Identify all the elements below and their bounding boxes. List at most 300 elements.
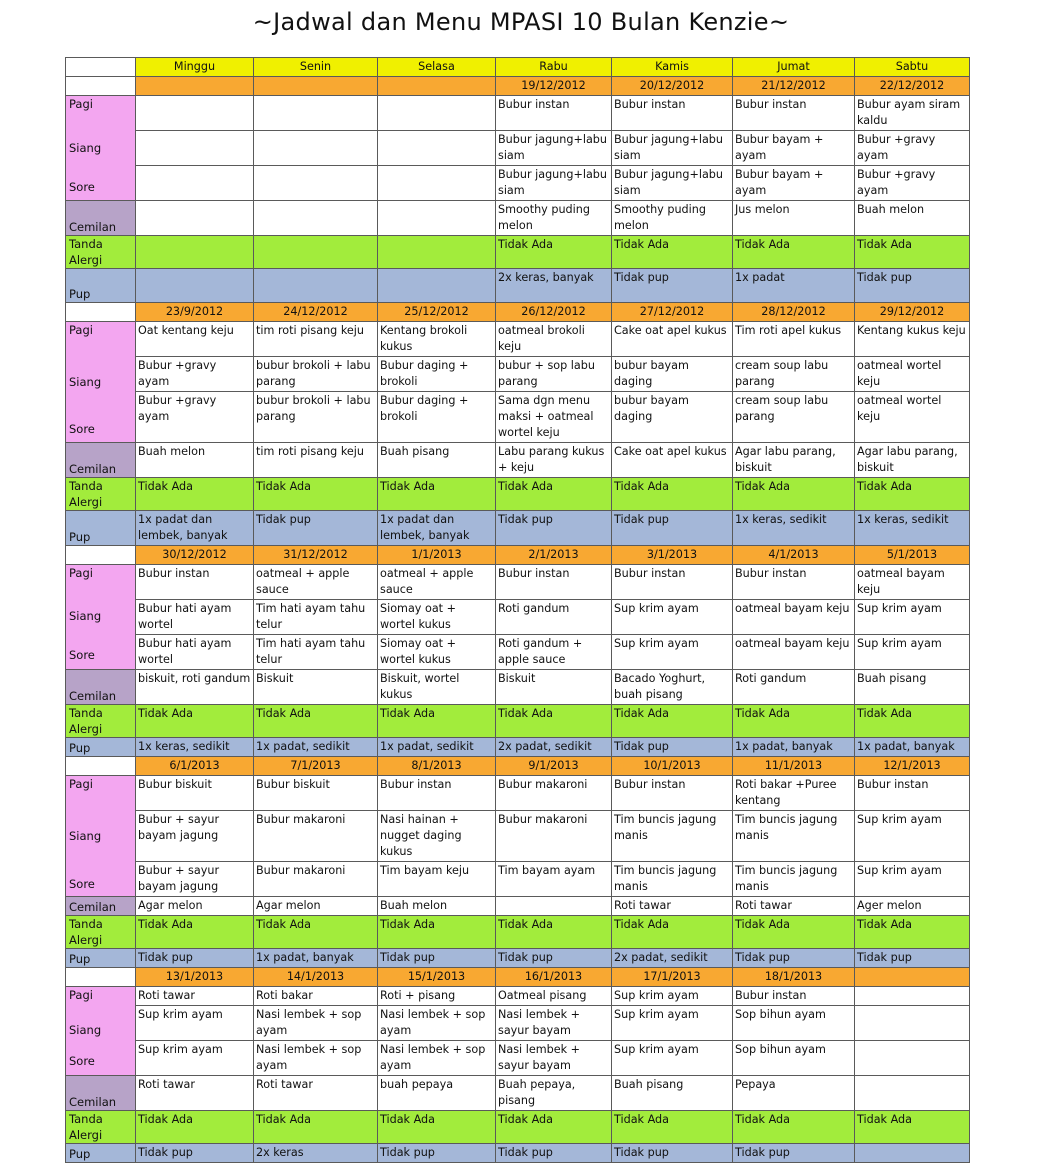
menu-cell: Buah melon	[136, 443, 254, 478]
menu-cell: Bubur jagung+labu siam	[496, 131, 612, 166]
date-cell: 14/1/2013	[254, 968, 378, 987]
label-cemilan: Cemilan	[66, 443, 136, 478]
allergy-cell: Tidak Ada	[254, 1111, 378, 1144]
label-tanda: Tanda	[69, 237, 103, 251]
menu-cell: Bubur + sayur bayam jagung	[136, 862, 254, 897]
menu-cell: Roti tawar	[254, 1076, 378, 1111]
allergy-cell: Tidak Ada	[612, 236, 733, 269]
allergy-row	[66, 478, 970, 511]
label-tanda: Tanda	[69, 706, 103, 720]
allergy-cell: Tidak Ada	[254, 705, 378, 738]
meal-labels	[66, 565, 136, 670]
pup-cell: Tidak pup	[254, 511, 378, 546]
pup-cell: Tidak pup	[378, 1144, 496, 1163]
menu-cell: Bubur hati ayam wortel	[136, 600, 254, 635]
menu-cell: Buah pisang	[378, 443, 496, 478]
menu-cell: Bubur hati ayam wortel	[136, 635, 254, 670]
menu-cell: oatmeal brokoli keju	[496, 322, 612, 357]
day-header-row	[66, 58, 970, 77]
allergy-cell: Tidak Ada	[733, 916, 855, 949]
label-tanda: Tanda	[69, 1112, 103, 1126]
date-cell: 21/12/2012	[733, 77, 855, 96]
date-cell: 27/12/2012	[612, 303, 733, 322]
allergy-row	[66, 916, 970, 949]
date-cell: 8/1/2013	[378, 757, 496, 776]
date-row-label	[66, 968, 136, 987]
date-row-label	[66, 303, 136, 322]
pup-cell: 1x keras, sedikit	[733, 511, 855, 546]
date-cell: 25/12/2012	[378, 303, 496, 322]
menu-cell: oatmeal bayam keju	[733, 600, 855, 635]
meal-row-siang	[66, 357, 970, 392]
menu-cell: Roti tawar	[136, 1076, 254, 1111]
menu-cell: bubur bayam daging	[612, 392, 733, 443]
pup-cell: Tidak pup	[855, 949, 970, 968]
pup-cell: Tidak pup	[496, 949, 612, 968]
allergy-cell: Tidak Ada	[496, 916, 612, 949]
allergy-cell: Tidak Ada	[254, 478, 378, 511]
menu-cell: Tim hati ayam tahu telur	[254, 635, 378, 670]
date-cell: 19/12/2012	[496, 77, 612, 96]
corner-cell	[66, 58, 136, 77]
menu-cell: Bubur daging + brokoli	[378, 357, 496, 392]
pup-row	[66, 738, 970, 757]
menu-cell: cream soup labu parang	[733, 357, 855, 392]
allergy-cell: Tidak Ada	[496, 236, 612, 269]
menu-cell: Bubur instan	[496, 565, 612, 600]
menu-cell: Biskuit, wortel kukus	[378, 670, 496, 705]
date-cell: 10/1/2013	[612, 757, 733, 776]
pup-row	[66, 269, 970, 303]
label-alergi: Alergi	[69, 253, 103, 267]
pup-cell: 1x keras, sedikit	[136, 738, 254, 757]
label-pagi: Pagi	[69, 97, 93, 111]
date-cell: 31/12/2012	[254, 546, 378, 565]
date-cell: 23/9/2012	[136, 303, 254, 322]
allergy-row	[66, 236, 970, 269]
menu-cell: Sup krim ayam	[612, 600, 733, 635]
day-header: Jumat	[733, 58, 855, 77]
menu-cell	[378, 131, 496, 166]
menu-cell: Sup krim ayam	[612, 987, 733, 1006]
meal-row-cemilan	[66, 201, 970, 236]
day-header: Rabu	[496, 58, 612, 77]
date-row	[66, 303, 970, 322]
date-row	[66, 546, 970, 565]
menu-cell: Roti gandum + apple sauce	[496, 635, 612, 670]
meal-row-siang	[66, 131, 970, 166]
meal-row-pagi	[66, 96, 970, 131]
label-alergi: Alergi	[69, 933, 103, 947]
menu-cell: Biskuit	[496, 670, 612, 705]
pup-cell: Tidak pup	[733, 949, 855, 968]
date-cell: 12/1/2013	[855, 757, 970, 776]
pup-cell: Tidak pup	[612, 1144, 733, 1163]
allergy-cell: Tidak Ada	[254, 916, 378, 949]
allergy-cell: Tidak Ada	[136, 478, 254, 511]
label-alergi: Alergi	[69, 495, 103, 509]
menu-cell: Sup krim ayam	[855, 811, 970, 862]
date-row-label	[66, 757, 136, 776]
meal-row-siang	[66, 811, 970, 862]
menu-cell	[855, 987, 970, 1006]
menu-cell	[378, 166, 496, 201]
pup-cell: Tidak pup	[136, 1144, 254, 1163]
menu-cell: Bubur instan	[733, 565, 855, 600]
label-tanda-alergi	[66, 1111, 136, 1144]
allergy-cell: Tidak Ada	[496, 1111, 612, 1144]
allergy-cell	[254, 236, 378, 269]
menu-cell	[136, 166, 254, 201]
label-alergi: Alergi	[69, 1128, 103, 1142]
menu-cell: biskuit, roti gandum	[136, 670, 254, 705]
allergy-cell: Tidak Ada	[855, 236, 970, 269]
allergy-cell	[378, 236, 496, 269]
menu-cell: Bacado Yoghurt, buah pisang	[612, 670, 733, 705]
menu-cell: Bubur + sayur bayam jagung	[136, 811, 254, 862]
menu-cell: oatmeal bayam keju	[855, 565, 970, 600]
date-cell: 26/12/2012	[496, 303, 612, 322]
allergy-cell: Tidak Ada	[378, 916, 496, 949]
label-alergi: Alergi	[69, 722, 103, 736]
menu-cell: Buah pisang	[612, 1076, 733, 1111]
menu-cell: Siomay oat + wortel kukus	[378, 635, 496, 670]
date-cell: 6/1/2013	[136, 757, 254, 776]
menu-cell: Buah pisang	[855, 670, 970, 705]
menu-cell: Labu parang kukus + keju	[496, 443, 612, 478]
allergy-row	[66, 705, 970, 738]
menu-cell: Sama dgn menu maksi + oatmeal wortel keju	[496, 392, 612, 443]
menu-cell	[136, 201, 254, 236]
day-header: Kamis	[612, 58, 733, 77]
menu-cell: oatmeal + apple sauce	[378, 565, 496, 600]
allergy-cell: Tidak Ada	[612, 1111, 733, 1144]
allergy-cell: Tidak Ada	[855, 705, 970, 738]
label-tanda-alergi	[66, 705, 136, 738]
menu-cell: Bubur bayam + ayam	[733, 166, 855, 201]
label-pup: Pup	[66, 1144, 136, 1163]
label-cemilan: Cemilan	[66, 897, 136, 916]
allergy-cell: Tidak Ada	[612, 478, 733, 511]
meal-row-pagi	[66, 565, 970, 600]
menu-cell: bubur brokoli + labu parang	[254, 357, 378, 392]
pup-cell	[378, 269, 496, 303]
meal-row-sore	[66, 166, 970, 201]
menu-cell: Tim bayam ayam	[496, 862, 612, 897]
menu-cell: Nasi lembek + sayur bayam	[496, 1006, 612, 1041]
pup-cell: Tidak pup	[733, 1144, 855, 1163]
pup-cell: 2x padat, sedikit	[612, 949, 733, 968]
date-row	[66, 77, 970, 96]
menu-cell: Bubur jagung+labu siam	[612, 131, 733, 166]
label-sore: Sore	[69, 877, 95, 891]
meal-labels	[66, 987, 136, 1076]
menu-cell: Pepaya	[733, 1076, 855, 1111]
pup-cell: 1x padat, banyak	[733, 738, 855, 757]
menu-cell: Roti + pisang	[378, 987, 496, 1006]
pup-cell: Tidak pup	[378, 949, 496, 968]
date-cell: 3/1/2013	[612, 546, 733, 565]
allergy-cell: Tidak Ada	[378, 705, 496, 738]
menu-cell: oatmeal wortel keju	[855, 357, 970, 392]
allergy-cell: Tidak Ada	[733, 705, 855, 738]
date-cell: 18/1/2013	[733, 968, 855, 987]
menu-cell: Bubur bayam + ayam	[733, 131, 855, 166]
meal-row-cemilan	[66, 443, 970, 478]
meal-row-pagi	[66, 322, 970, 357]
menu-cell: Nasi lembek + sop ayam	[254, 1041, 378, 1076]
menu-cell	[254, 166, 378, 201]
menu-cell: Sup krim ayam	[855, 635, 970, 670]
menu-cell: Sop bihun ayam	[733, 1006, 855, 1041]
allergy-cell: Tidak Ada	[855, 916, 970, 949]
pup-cell: Tidak pup	[496, 1144, 612, 1163]
day-header: Senin	[254, 58, 378, 77]
label-cemilan: Cemilan	[66, 201, 136, 236]
allergy-cell: Tidak Ada	[733, 1111, 855, 1144]
date-cell: 24/12/2012	[254, 303, 378, 322]
label-tanda-alergi	[66, 916, 136, 949]
label-siang: Siang	[69, 1023, 102, 1037]
label-pup: Pup	[66, 511, 136, 546]
label-siang: Siang	[69, 829, 102, 843]
menu-cell: Bubur makaroni	[496, 776, 612, 811]
pup-cell: Tidak pup	[496, 511, 612, 546]
allergy-cell: Tidak Ada	[733, 236, 855, 269]
meal-labels	[66, 776, 136, 897]
menu-cell: Bubur jagung+labu siam	[612, 166, 733, 201]
menu-cell: Nasi lembek + sayur bayam	[496, 1041, 612, 1076]
menu-cell: Smoothy puding melon	[612, 201, 733, 236]
menu-cell: Jus melon	[733, 201, 855, 236]
pup-cell: Tidak pup	[136, 949, 254, 968]
label-cemilan: Cemilan	[66, 1076, 136, 1111]
menu-cell: Bubur +gravy ayam	[136, 357, 254, 392]
allergy-cell: Tidak Ada	[855, 478, 970, 511]
label-pagi: Pagi	[69, 777, 93, 791]
menu-cell: Bubur makaroni	[254, 862, 378, 897]
pup-cell: 1x padat, sedikit	[254, 738, 378, 757]
date-row	[66, 757, 970, 776]
pup-row	[66, 949, 970, 968]
menu-cell: Sup krim ayam	[136, 1041, 254, 1076]
meal-row-sore	[66, 635, 970, 670]
label-pup: Pup	[66, 738, 136, 757]
label-cemilan: Cemilan	[66, 670, 136, 705]
day-header: Sabtu	[855, 58, 970, 77]
menu-cell: Tim hati ayam tahu telur	[254, 600, 378, 635]
date-cell: 30/12/2012	[136, 546, 254, 565]
date-cell: 2/1/2013	[496, 546, 612, 565]
menu-cell: Bubur instan	[612, 776, 733, 811]
menu-cell: Roti gandum	[733, 670, 855, 705]
menu-cell: oatmeal + apple sauce	[254, 565, 378, 600]
allergy-cell	[136, 236, 254, 269]
pup-cell: 2x keras, banyak	[496, 269, 612, 303]
date-cell: 5/1/2013	[855, 546, 970, 565]
menu-cell: Nasi lembek + sop ayam	[378, 1006, 496, 1041]
menu-cell: Roti bakar +Puree kentang	[733, 776, 855, 811]
menu-cell: Bubur ayam siram kaldu	[855, 96, 970, 131]
label-sore: Sore	[69, 1054, 95, 1068]
menu-cell: Tim bayam keju	[378, 862, 496, 897]
meal-row-pagi	[66, 987, 970, 1006]
menu-cell: oatmeal bayam keju	[733, 635, 855, 670]
date-cell: 11/1/2013	[733, 757, 855, 776]
allergy-cell: Tidak Ada	[496, 478, 612, 511]
meal-row-sore	[66, 392, 970, 443]
menu-cell	[254, 201, 378, 236]
menu-cell	[254, 131, 378, 166]
pup-cell: Tidak pup	[612, 511, 733, 546]
allergy-cell: Tidak Ada	[733, 478, 855, 511]
date-cell: 29/12/2012	[855, 303, 970, 322]
date-cell	[855, 968, 970, 987]
menu-cell: Nasi lembek + sop ayam	[254, 1006, 378, 1041]
menu-cell: Cake oat apel kukus	[612, 443, 733, 478]
meal-row-cemilan	[66, 670, 970, 705]
menu-cell: Ager melon	[855, 897, 970, 916]
date-cell	[136, 77, 254, 96]
menu-cell: bubur bayam daging	[612, 357, 733, 392]
pup-cell	[855, 1144, 970, 1163]
date-row	[66, 968, 970, 987]
menu-cell: cream soup labu parang	[733, 392, 855, 443]
label-tanda-alergi	[66, 478, 136, 511]
menu-cell: buah pepaya	[378, 1076, 496, 1111]
pup-cell: Tidak pup	[612, 738, 733, 757]
date-cell: 16/1/2013	[496, 968, 612, 987]
menu-cell: Oatmeal pisang	[496, 987, 612, 1006]
pup-cell: 1x keras, sedikit	[855, 511, 970, 546]
menu-cell: Smoothy puding melon	[496, 201, 612, 236]
menu-cell: Siomay oat + wortel kukus	[378, 600, 496, 635]
label-pup: Pup	[66, 269, 136, 303]
menu-cell: Bubur instan	[378, 776, 496, 811]
allergy-cell: Tidak Ada	[496, 705, 612, 738]
label-pagi: Pagi	[69, 988, 93, 1002]
pup-cell: 2x keras	[254, 1144, 378, 1163]
menu-cell: tim roti pisang keju	[254, 443, 378, 478]
menu-cell: Bubur instan	[136, 565, 254, 600]
allergy-row	[66, 1111, 970, 1144]
label-pup: Pup	[66, 949, 136, 968]
menu-cell: Sup krim ayam	[612, 635, 733, 670]
menu-cell: Biskuit	[254, 670, 378, 705]
label-sore: Sore	[69, 648, 95, 662]
pup-cell: 1x padat, sedikit	[378, 738, 496, 757]
pup-cell: 2x padat, sedikit	[496, 738, 612, 757]
menu-cell: Bubur daging + brokoli	[378, 392, 496, 443]
menu-cell: oatmeal wortel keju	[855, 392, 970, 443]
date-cell	[254, 77, 378, 96]
menu-cell: Roti tawar	[136, 987, 254, 1006]
pup-cell: 1x padat, banyak	[855, 738, 970, 757]
menu-cell: Bubur instan	[733, 96, 855, 131]
pup-row	[66, 511, 970, 546]
pup-cell: 1x padat dan lembek, banyak	[378, 511, 496, 546]
meal-row-cemilan	[66, 1076, 970, 1111]
menu-cell: Bubur makaroni	[496, 811, 612, 862]
menu-cell: Agar labu parang, biskuit	[733, 443, 855, 478]
menu-cell: Roti tawar	[733, 897, 855, 916]
meal-labels	[66, 322, 136, 443]
date-cell	[378, 77, 496, 96]
menu-cell: Bubur biskuit	[136, 776, 254, 811]
menu-cell: Roti tawar	[612, 897, 733, 916]
menu-cell	[378, 96, 496, 131]
meal-row-pagi	[66, 776, 970, 811]
menu-cell: Agar labu parang, biskuit	[855, 443, 970, 478]
menu-cell: Sup krim ayam	[612, 1041, 733, 1076]
menu-cell: Kentang brokoli kukus	[378, 322, 496, 357]
menu-cell: Oat kentang keju	[136, 322, 254, 357]
menu-cell: Tim buncis jagung manis	[733, 811, 855, 862]
label-sore: Sore	[69, 180, 95, 194]
menu-cell: Kentang kukus keju	[855, 322, 970, 357]
menu-cell: Sop bihun ayam	[733, 1041, 855, 1076]
menu-cell: Cake oat apel kukus	[612, 322, 733, 357]
menu-cell	[855, 1041, 970, 1076]
menu-cell: Nasi hainan + nugget daging kukus	[378, 811, 496, 862]
label-siang: Siang	[69, 375, 102, 389]
meal-schedule-table	[65, 57, 970, 1163]
pup-cell: Tidak pup	[855, 269, 970, 303]
label-tanda: Tanda	[69, 479, 103, 493]
date-cell: 22/12/2012	[855, 77, 970, 96]
menu-cell: Bubur biskuit	[254, 776, 378, 811]
pup-cell: Tidak pup	[612, 269, 733, 303]
menu-cell	[136, 131, 254, 166]
menu-cell: Bubur +gravy ayam	[855, 131, 970, 166]
allergy-cell: Tidak Ada	[136, 705, 254, 738]
menu-cell: Sup krim ayam	[612, 1006, 733, 1041]
menu-cell: tim roti pisang keju	[254, 322, 378, 357]
meal-labels	[66, 96, 136, 201]
menu-cell: bubur brokoli + labu parang	[254, 392, 378, 443]
menu-cell: Tim buncis jagung manis	[733, 862, 855, 897]
allergy-cell: Tidak Ada	[855, 1111, 970, 1144]
label-siang: Siang	[69, 609, 102, 623]
date-cell: 15/1/2013	[378, 968, 496, 987]
label-sore: Sore	[69, 422, 95, 436]
date-cell: 28/12/2012	[733, 303, 855, 322]
menu-cell: Sup krim ayam	[855, 600, 970, 635]
label-tanda: Tanda	[69, 917, 103, 931]
allergy-cell: Tidak Ada	[612, 916, 733, 949]
menu-cell: Nasi lembek + sop ayam	[378, 1041, 496, 1076]
menu-cell: Buah pepaya, pisang	[496, 1076, 612, 1111]
menu-cell: Tim roti apel kukus	[733, 322, 855, 357]
pup-cell: 1x padat, banyak	[254, 949, 378, 968]
allergy-cell: Tidak Ada	[136, 916, 254, 949]
label-tanda-alergi	[66, 236, 136, 269]
date-row-label	[66, 77, 136, 96]
page-title: ~Jadwal dan Menu MPASI 10 Bulan Kenzie~	[252, 8, 790, 36]
menu-cell: Bubur instan	[733, 987, 855, 1006]
date-row-label	[66, 546, 136, 565]
day-header: Selasa	[378, 58, 496, 77]
meal-row-sore	[66, 1041, 970, 1076]
menu-cell: Buah melon	[855, 201, 970, 236]
menu-cell: Roti bakar	[254, 987, 378, 1006]
allergy-cell: Tidak Ada	[612, 705, 733, 738]
meal-row-sore	[66, 862, 970, 897]
menu-cell: Bubur +gravy ayam	[136, 392, 254, 443]
date-cell: 13/1/2013	[136, 968, 254, 987]
menu-cell: Bubur makaroni	[254, 811, 378, 862]
menu-cell: Bubur instan	[855, 776, 970, 811]
